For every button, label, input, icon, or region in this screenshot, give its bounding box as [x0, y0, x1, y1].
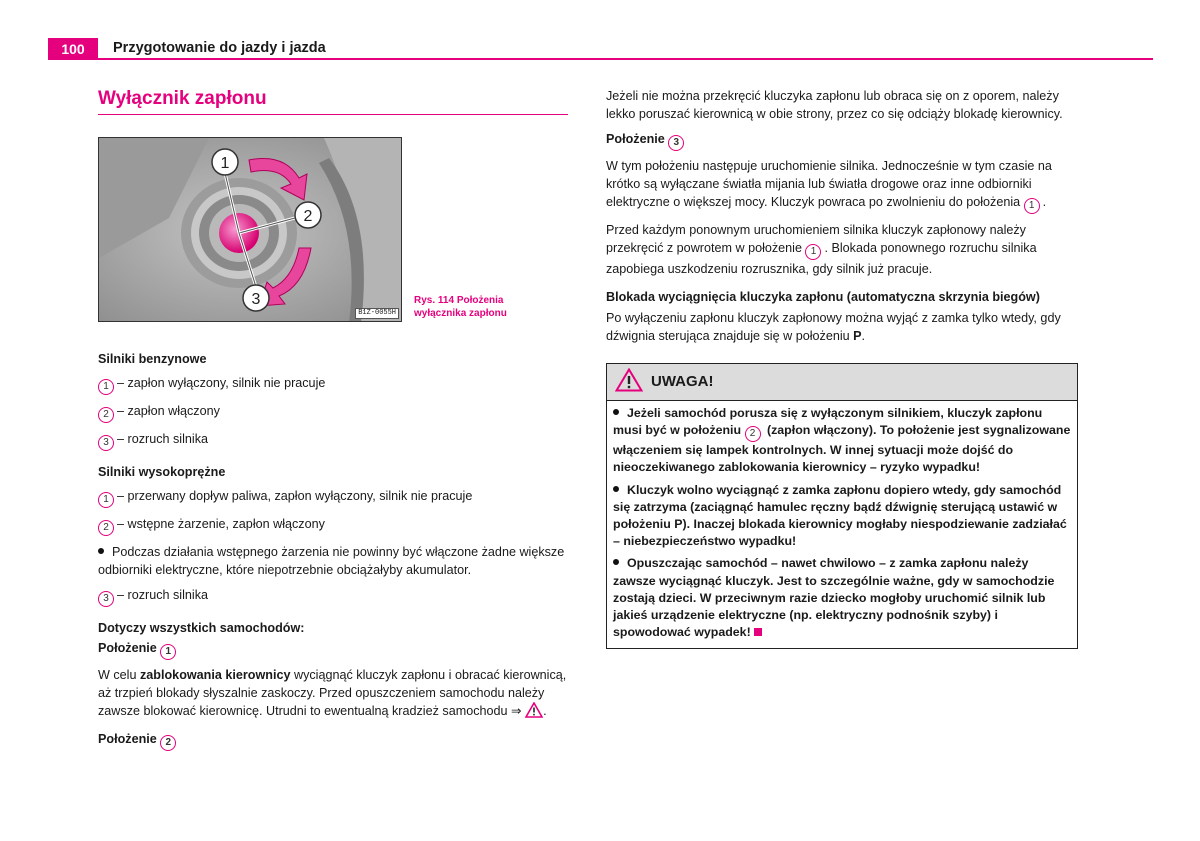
right-column: [606, 87, 1078, 649]
list-item: [98, 586, 568, 607]
page-number: 100: [48, 38, 98, 60]
warning-body: [607, 401, 1077, 648]
bullet-icon: [613, 486, 619, 492]
list-item: [98, 515, 568, 536]
position-number: 2: [98, 520, 114, 536]
warning-box: [606, 363, 1078, 649]
position-number: 1: [98, 379, 114, 395]
position-3-heading: Położenie 3: [606, 130, 1078, 151]
bullet-icon: [613, 559, 619, 565]
list-item: [98, 374, 568, 395]
figure-code: B1Z-0055H: [355, 308, 399, 319]
position-number: 1: [805, 244, 821, 260]
auto-lock-paragraph: Po wyłączeniu zapłonu kluczyk zapłonowy można wyjąć z zamka tylko wtedy, gdy dźwignia sterująca znajduje się w położeniu P.: [606, 311, 1061, 343]
list-item-text: – wstępne żarzenie, zapłon włączony: [117, 517, 325, 531]
ignition-switch-illustration: [99, 138, 402, 322]
warning-triangle-icon: [615, 368, 643, 397]
header-rule: [98, 58, 1153, 60]
warning-triangle-icon: [525, 702, 543, 723]
position-1-heading: Położenie 1: [98, 639, 568, 660]
bullet-paragraph: [98, 543, 568, 579]
auto-lock-heading: Blokada wyciągnięcia kluczyka zapłonu (automatyczna skrzynia biegów): [606, 290, 1040, 304]
warning-header: [607, 364, 1077, 401]
petrol-heading: Silniki benzynowe: [98, 352, 207, 366]
list-item-text: – przerwany dopływ paliwa, zapłon wyłączony, silnik nie pracuje: [117, 489, 473, 503]
all-cars-heading: Dotyczy wszystkich samochodów:: [98, 621, 305, 635]
list-item: [98, 402, 568, 423]
bullet-text: Podczas działania wstępnego żarzenia nie powinny być włączone żadne większe odbiorniki elektryczne, które niepotrzebnie obciążałyby akumulator.: [98, 545, 565, 577]
warning-title: UWAGA!: [651, 373, 714, 390]
warning-bullet: Jeżeli samochód porusza się z wyłączonym silnikiem, kluczyk zapłonu musi być w położeniu 2 (zapłon włączony). To położenie jest sygnalizowane włączeniem się lampek kontrolnych. W innej sytuacji może dojść do nieoczekiwanego zablokowania kierownicy – ryzyko wypadku!: [613, 406, 1071, 475]
position-number: 2: [745, 426, 761, 442]
position-number: 3: [98, 591, 114, 607]
list-item-text: – zapłon włączony: [117, 404, 220, 418]
position-number: 2: [160, 735, 176, 751]
list-item-text: – rozruch silnika: [117, 588, 208, 602]
position-2-heading: Położenie 2: [98, 730, 568, 751]
position-number: 1: [160, 644, 176, 660]
figure-caption: [414, 294, 534, 320]
left-column: [98, 86, 568, 757]
ignition-figure: [98, 137, 402, 322]
restart-paragraph: Przed każdym ponownym uruchomieniem silnika kluczyk zapłonowy należy przekręcić z powrotem w położenie 1 . Blokada ponownego rozruchu silnika zapobiega uszkodzeniu rozrusznika, gdy silnik już pracuje.: [606, 223, 1037, 276]
position-number: 1: [1024, 198, 1040, 214]
svg-text:3: 3: [251, 291, 261, 308]
bullet-icon: [98, 548, 104, 554]
position-1-paragraph: W celu zablokowania kierownicy wyciągnąć kluczyk zapłonu i obracać kierownicą, aż trzpień blokady słyszalnie zaskoczy. Przed opuszczeniem samochodu należy zawsze blokować kierownicę. Utrudni to ewentualną kradzież samochodu ⇒ .: [98, 666, 568, 723]
figure-caption-line2: wyłącznika zapłonu: [414, 308, 507, 319]
list-item: [98, 430, 568, 451]
list-item-text: – rozruch silnika: [117, 432, 208, 446]
figure-caption-line1: Rys. 114 Położenia: [414, 295, 504, 306]
list-item: [98, 487, 568, 508]
warning-bullet: Kluczyk wolno wyciągnąć z zamka zapłonu dopiero wtedy, gdy samochód się zatrzyma (zaciągnąć hamulec ręczny bądź dźwignię sterującą ustawić w położeniu P). Inaczej blokada kierownicy mogłaby niespodziewanie zadziałać – niebezpieczeństwo wypadku!: [613, 482, 1067, 549]
running-header-title: Przygotowanie do jazdy i jazda: [113, 40, 326, 56]
section-title: Wyłącznik zapłonu: [98, 86, 568, 115]
list-item-text: – zapłon wyłączony, silnik nie pracuje: [117, 376, 326, 390]
position-number: 3: [668, 135, 684, 151]
position-number: 1: [98, 492, 114, 508]
diesel-heading: Silniki wysokoprężne: [98, 465, 226, 479]
position-3-paragraph: W tym położeniu następuje uruchomienie silnika. Jednocześnie w tym czasie na krótko są wyłączane światła mijania lub światła drogowe oraz inne odbiorniki elektryczne o większej mocy. Kluczyk powraca po zwolnieniu do położenia 1 .: [606, 157, 1078, 214]
position-2-paragraph: Jeżeli nie można przekręcić kluczyka zapłonu lub obraca się on z oporem, należy lekko poruszać kierownicą w obie strony, przez co się odciąży blokadę kierownicy.: [606, 89, 1063, 121]
svg-text:1: 1: [220, 155, 230, 172]
warning-bullet: Opuszczając samochód – nawet chwilowo – z zamka zapłonu należy zawsze wyciągnąć kluczyk. Jest to szczególnie ważne, gdy w samochodzie zostają dzieci. W przeciwnym razie dziecko mogłoby uruchomić silnik lub jakieś urządzenie elektryczne (np. elektryczny podnośnik szyby) i spowodować wypadek!: [613, 556, 1055, 640]
svg-text:2: 2: [303, 208, 313, 225]
end-square-icon: [754, 628, 762, 636]
bullet-icon: [613, 409, 619, 415]
figure-row: [98, 137, 568, 322]
position-number: 2: [98, 407, 114, 423]
position-number: 3: [98, 435, 114, 451]
